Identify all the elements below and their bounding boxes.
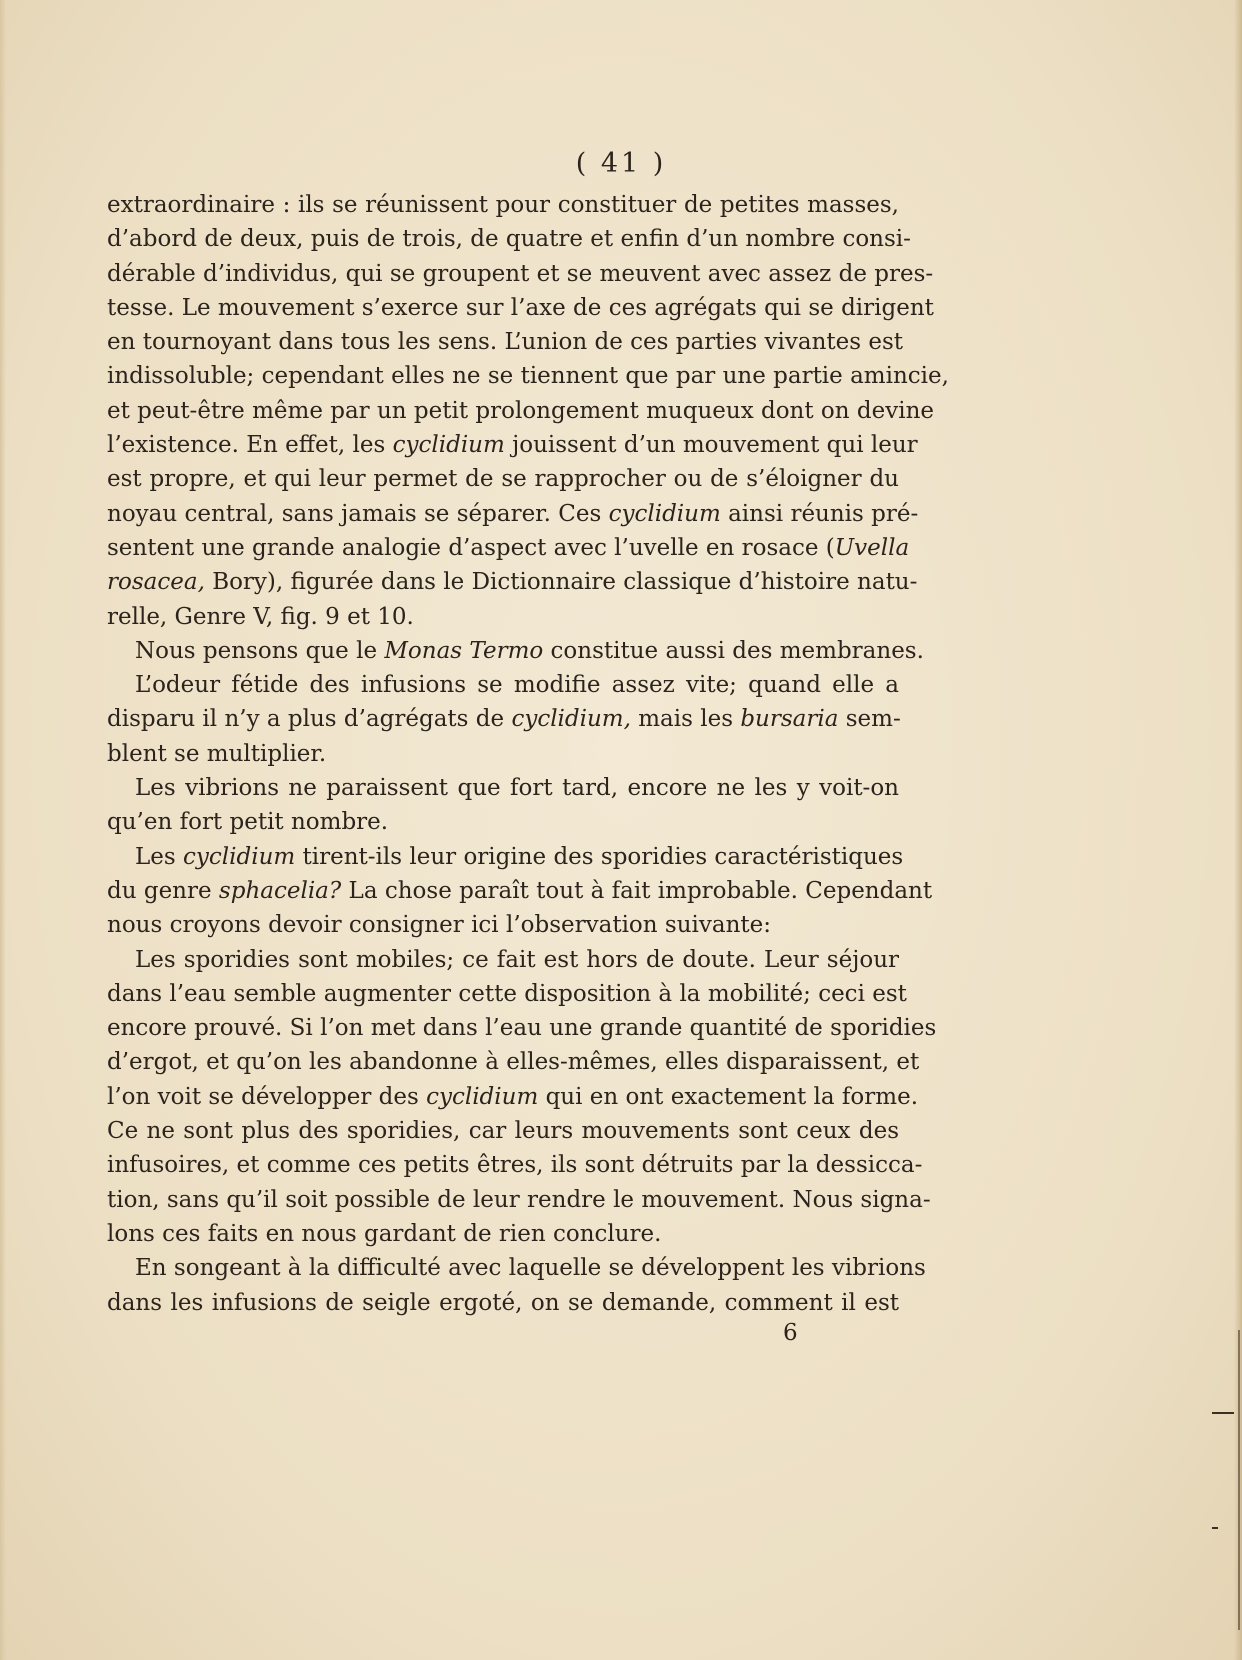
text-line: Ce ne sont plus des sporidies, car leurs mouvements sont ceux des [107,1118,899,1145]
italic-term: Uvella [834,534,910,561]
italic-term: cyclidium, [511,706,631,733]
text-line: et peut-être même par un petit prolongement muqueux dont on devine [107,397,935,424]
text-line: est propre, et qui leur permet de se rapprocher ou de s’éloigner du [107,466,899,493]
text-line: encore prouvé. Si l’on met dans l’eau une grande quantité de sporidies [107,1015,937,1042]
margin-rule [1238,1330,1240,1630]
text-line: l’existence. En effet, les cyclidium jouissent d’un mouvement qui leur [107,432,918,459]
signature-mark: 6 [783,1320,798,1346]
text-line: sentent une grande analogie d’aspect avec l’uvelle en rosace (Uvella [107,534,910,561]
text-line: relle, Genre V, fig. 9 et 10. [107,603,414,630]
text-line: blent se multiplier. [107,740,327,767]
text-line: qu’en fort petit nombre. [107,809,389,836]
text-line: tesse. Le mouvement s’exerce sur l’axe de ces agrégats qui se dirigent [107,294,934,321]
italic-term: Monas Termo [384,637,544,664]
italic-term: rosacea, [107,569,205,596]
text-line: extraordinaire : ils se réunissent pour constituer de petites masses, [107,192,899,218]
text-line: Les sporidies sont mobiles; ce fait est hors de doute. Leur séjour [135,946,899,973]
italic-term: cyclidium [426,1083,539,1110]
text-line: lons ces faits en nous gardant de rien conclure. [107,1220,662,1247]
italic-term: cyclidium [608,500,721,527]
text-line: en tournoyant dans tous les sens. L’union de ces parties vivantes est [107,329,904,356]
text-line: tion, sans qu’il soit possible de leur rendre le mouvement. Nous signa- [107,1186,931,1213]
text-line: noyau central, sans jamais se séparer. Ces cyclidium ainsi réunis pré- [107,500,919,527]
page-edge-left [0,0,6,1660]
text-line: disparu il n’y a plus d’agrégats de cyclidium, mais les bursaria sem- [107,706,901,733]
margin-tick [1212,1412,1234,1414]
text-line: Nous pensons que le Monas Termo constitue aussi des membranes. [135,637,924,664]
body-text [107,188,949,1320]
text-line: d’abord de deux, puis de trois, de quatre et enfin d’un nombre consi- [107,226,911,253]
margin-tick [1212,1527,1218,1529]
text-line: En songeant à la difficulté avec laquelle se développent les vibrions [135,1255,926,1282]
text-line: Les cyclidium tirent-ils leur origine des sporidies caractéristiques [135,843,904,870]
text-line: d’ergot, et qu’on les abandonne à elles-mêmes, elles disparaissent, et [107,1049,920,1076]
text-line: l’on voit se développer des cyclidium qui en ont exactement la forme. [107,1083,918,1110]
text-line: infusoires, et comme ces petits êtres, ils sont détruits par la dessicca- [107,1152,923,1179]
text-line: rosacea, Bory), figurée dans le Dictionnaire classique d’histoire natu- [107,569,918,596]
italic-term: cyclidium [392,432,505,459]
text-line: dans les infusions de seigle ergoté, on se demande, comment il est [107,1289,899,1316]
italic-term: bursaria [740,706,839,733]
text-line: dans l’eau semble augmenter cette disposition à la mobilité; ceci est [107,980,907,1007]
text-line: dérable d’individus, qui se groupent et se meuvent avec assez de pres- [107,260,934,287]
italic-term: sphacelia? [218,877,342,904]
text-line: indissoluble; cependant elles ne se tiennent que par une partie amincie, [107,363,949,390]
text-line: L’odeur fétide des infusions se modifie assez vite; quand elle a [135,672,899,699]
text-line: du genre sphacelia? La chose paraît tout à fait improbable. Cependant [107,877,933,904]
italic-term: cyclidium [183,843,296,870]
text-line: Les vibrions ne paraissent que fort tard, encore ne les y voit-on [135,775,899,802]
text-line: nous croyons devoir consigner ici l’observation suivante: [107,912,771,939]
page-number-header: ( 41 ) [575,148,667,179]
